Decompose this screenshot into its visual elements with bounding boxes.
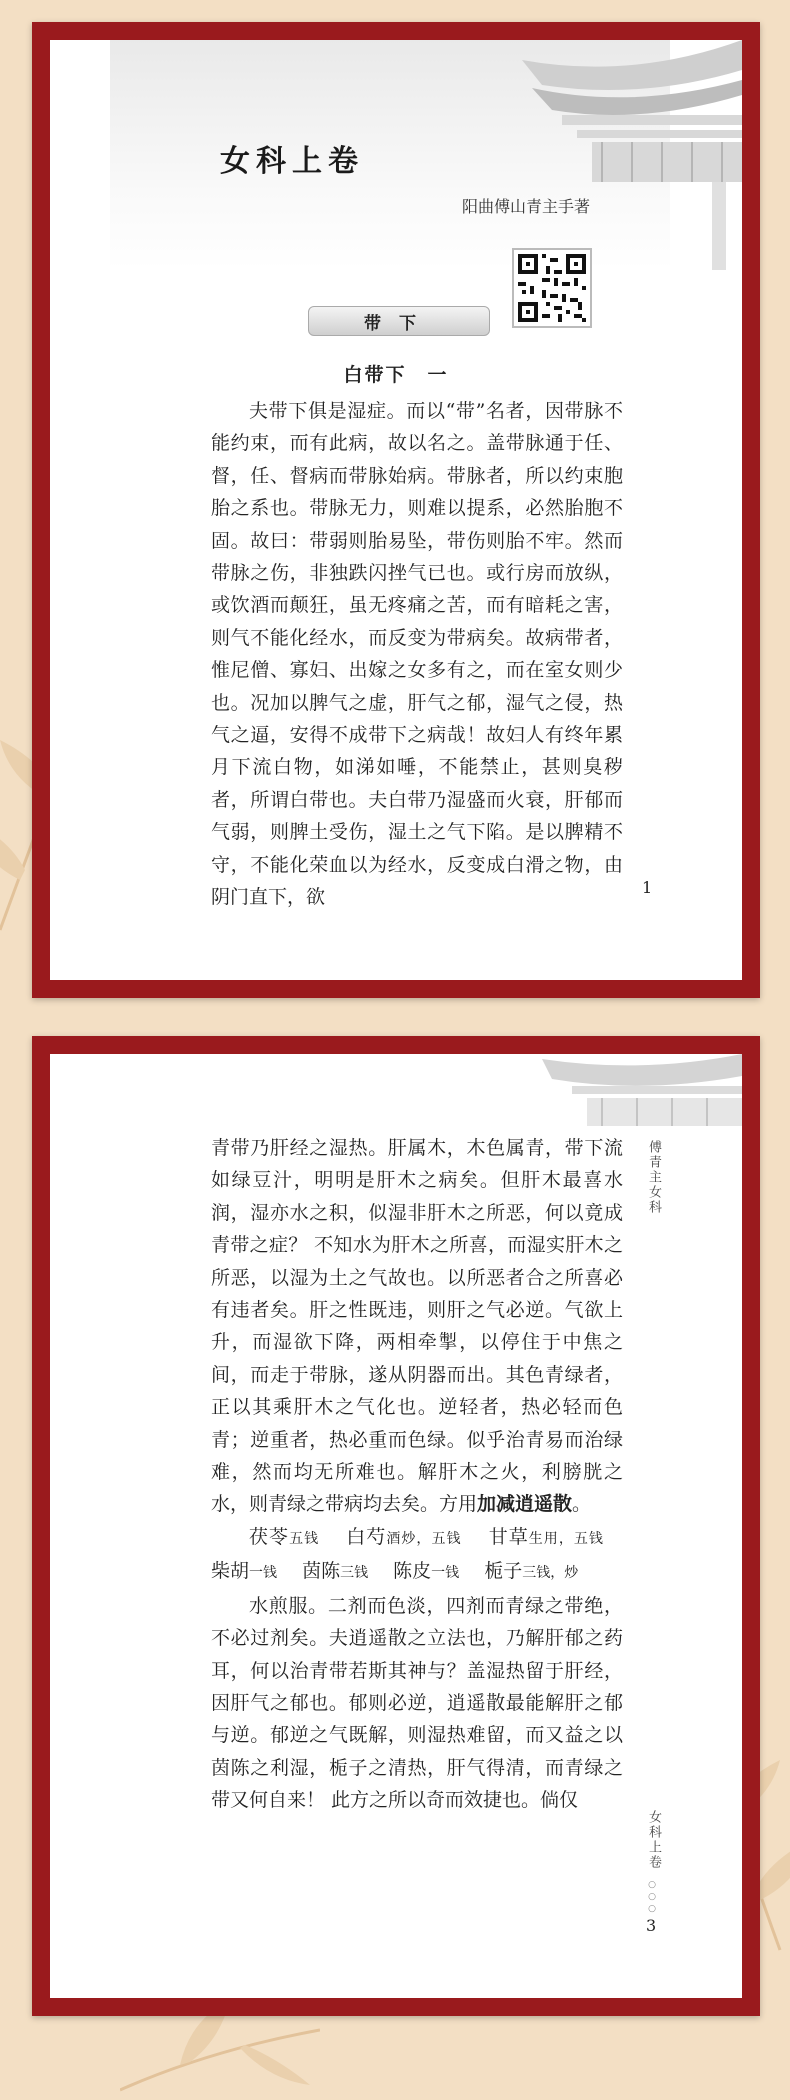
formula-name: 加减逍遥散 — [477, 1493, 573, 1516]
herb-item: 甘草生用，五钱 — [488, 1525, 604, 1548]
body-text — [211, 395, 623, 914]
page-number: 1 — [642, 878, 653, 897]
running-head-chapter: 女科上卷 — [646, 1810, 661, 1870]
subsection-title: 白带下 一 — [343, 364, 449, 386]
paragraph-text: 青带乃肝经之湿热。肝属木，木色属青，带下流如绿豆汁，明明是肝木之病矣。但肝木最喜水润，湿亦水之积，似湿非肝木之所恶，何以竟成青带之症？ 不知水为肝木之所喜，而湿实肝木之所恶，以湿为土之气故也。以所恶者合之所喜必有违者矣。肝之性既违，则肝之气必逆。气欲上升，而湿欲下降，两相牵掣，以停住于中焦之间，而走于带脉，遂从阴器而出。其色青绿者，正以其乘肝木之气化也。逆轻者，热必轻而色青；逆重者，热必重而色绿。似乎治青易而治绿难，然而均无所难也。解肝木之火，利膀胱之水，则青绿之带病均去矣。方用 — [211, 1137, 623, 1516]
herb-list — [211, 1521, 623, 1590]
section-title: 带下 — [308, 306, 490, 336]
running-head-book: 傅青主女科 — [646, 1140, 661, 1215]
paragraph: 夫带下俱是湿症。而以“带”名者，因带脉不能约束，而有此病，故以名之。盖带脉通于任、督，任、督病而带脉始病。带脉者，所以约束胞胎之系也。带脉无力，则难以提系，必然胎胞不固。故曰：带弱则胎易坠，带伤则胎不牢。然而带脉之伤，非独跌闪挫气已也。或行房而放纵，或饮酒而颠狂，虽无疼痛之苦，而有暗耗之害，则气不能化经水，而反变为带病矣。故病带者，惟尼僧、寡妇、出嫁之女多有之，而在室女则少也。况加以脾气之虚，肝气之郁，湿气之侵，热气之逼，安得不成带下之病哉！故妇人有终年累月下流白物，如涕如唾，不能禁止，甚则臭秽者，所谓白带也。夫白带乃湿盛而火衰，肝郁而气弱，则脾土受伤，湿土之气下陷。是以脾精不守，不能化荣血以为经水，反变成白滑之物，由阴门直下，欲 — [211, 400, 623, 909]
chapter-title: 女科上卷 — [220, 144, 364, 179]
author-line: 阳曲傅山青主手著 — [462, 197, 591, 216]
page-frame-2 — [32, 1036, 760, 2016]
qr-code-icon[interactable] — [512, 248, 592, 328]
paragraph — [211, 1132, 623, 1521]
paragraph: 水煎服。二剂而色淡，四剂而青绿之带绝，不必过剂矣。夫逍遥散之立法也，乃解肝郁之药耳，何以治青带若斯其神与？盖湿热留于肝经，因肝气之郁也。郁则必逆，逍遥散最能解肝之郁与逆。郁逆之气既解，则湿热难留，而又益之以茵陈之利湿，栀子之清热，肝气得清，而青绿之带又何自来！ 此方之所以奇而效捷也。倘仅 — [211, 1594, 623, 1812]
herb-item: 茵陈三钱 — [302, 1560, 369, 1583]
herb-item: 栀子三钱，炒 — [484, 1560, 579, 1583]
herb-item: 陈皮一钱 — [393, 1560, 460, 1583]
roof-eaves-icon — [542, 1054, 742, 1138]
herb-item: 白芍酒炒，五钱 — [346, 1525, 462, 1548]
page-frame-1 — [32, 22, 760, 998]
herb-item: 茯苓五钱 — [249, 1525, 320, 1548]
punctuation: 。 — [572, 1493, 592, 1516]
herb-item: 柴胡一钱 — [211, 1560, 278, 1583]
page-2 — [50, 1054, 742, 1998]
decor-dots: ○○○ — [647, 1880, 657, 1916]
page-number: 3 — [646, 1916, 657, 1935]
body-text — [211, 1132, 623, 1817]
page-1 — [50, 40, 742, 980]
roof-eaves-icon — [522, 40, 742, 274]
